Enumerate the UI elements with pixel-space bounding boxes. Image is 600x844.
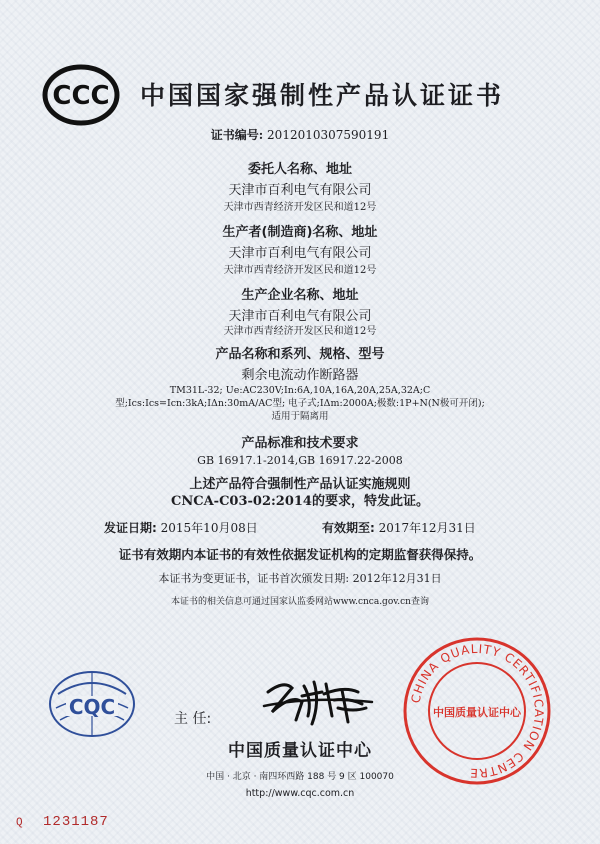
applicant-address: 天津市西青经济开发区民和道12号 bbox=[223, 202, 377, 213]
manufacturer-address: 天津市西青经济开发区民和道12号 bbox=[223, 265, 377, 276]
expiry-date-label: 有效期至: bbox=[322, 521, 375, 535]
serial-value: 1231187 bbox=[43, 814, 109, 830]
factory-heading: 生产企业名称、地址 bbox=[241, 288, 359, 303]
product-spec-line-3: 适用于隔离用 bbox=[271, 411, 329, 422]
factory-name: 天津市百利电气有限公司 bbox=[228, 309, 372, 324]
certificate-number-label: 证书编号: bbox=[210, 128, 264, 142]
info-note: 本证书的相关信息可通过国家认监委网站www.cnca.gov.cn查询 bbox=[171, 597, 429, 607]
product-heading: 产品名称和系列、规格、型号 bbox=[215, 347, 385, 362]
issue-date bbox=[104, 519, 258, 536]
director-label: 主 任: bbox=[174, 711, 212, 727]
issuer-url: http://www.cqc.com.cn bbox=[245, 788, 355, 799]
issuer-org-name: 中国质量认证中心 bbox=[228, 741, 372, 761]
svg-text:CHINA QUALITY CERTIFICATION CE: CHINA QUALITY CERTIFICATION CENTRE bbox=[408, 641, 547, 781]
signature-icon bbox=[262, 672, 374, 728]
issue-date-value: 2015年10月08日 bbox=[160, 521, 258, 535]
certificate-number bbox=[0, 126, 600, 143]
cqc-seal-icon bbox=[402, 636, 552, 786]
issuer-address: 中国 · 北京 · 南四环西路 188 号 9 区 100070 bbox=[206, 772, 394, 782]
certificate-number-value: 2012010307590191 bbox=[267, 128, 390, 142]
svg-text:CCC: CCC bbox=[52, 81, 110, 111]
validity-note: 证书有效期内本证书的有效性依据发证机构的定期监督获得保持。 bbox=[118, 547, 482, 562]
expiry-date-value: 2017年12月31日 bbox=[378, 521, 476, 535]
product-name: 剩余电流动作断路器 bbox=[241, 368, 359, 383]
product-spec-line-2: 型;Ics:Ics=Icn:3kA;IΔn:30mA/AC型; 电子式;IΔm:2000A;极数:1P+N(N极可开闭); bbox=[115, 398, 485, 409]
product-spec-line-1: TM31L-32; Ue:AC230V;In:6A,10A,16A,20A,25A,32A;C bbox=[169, 385, 431, 396]
factory-address: 天津市西青经济开发区民和道12号 bbox=[223, 326, 377, 337]
standards-text: GB 16917.1-2014,GB 16917.22-2008 bbox=[197, 454, 403, 467]
manufacturer-name: 天津市百利电气有限公司 bbox=[228, 246, 372, 261]
svg-text:CQC: CQC bbox=[68, 695, 116, 719]
applicant-name: 天津市百利电气有限公司 bbox=[228, 183, 372, 198]
standards-heading: 产品标准和技术要求 bbox=[241, 436, 359, 451]
certificate-title: 中国国家强制性产品认证证书 bbox=[140, 81, 505, 110]
cqc-logo-icon bbox=[46, 668, 138, 740]
svg-text:中国质量认证中心: 中国质量认证中心 bbox=[433, 706, 521, 719]
issue-date-label: 发证日期: bbox=[104, 521, 157, 535]
change-note: 本证书为变更证书，证书首次颁发日期: 2012年12月31日 bbox=[158, 572, 442, 585]
applicant-heading: 委托人名称、地址 bbox=[247, 162, 352, 177]
manufacturer-heading: 生产者(制造商)名称、地址 bbox=[222, 225, 378, 240]
expiry-date bbox=[322, 519, 476, 536]
statement-line-1: 上述产品符合强制性产品认证实施规则 bbox=[189, 477, 411, 492]
ccc-logo-icon bbox=[42, 64, 120, 126]
statement-line-2: CNCA-C03-02:2014的要求，特发此证。 bbox=[171, 494, 429, 509]
serial-prefix: Q bbox=[16, 817, 24, 829]
serial-number bbox=[16, 814, 109, 830]
